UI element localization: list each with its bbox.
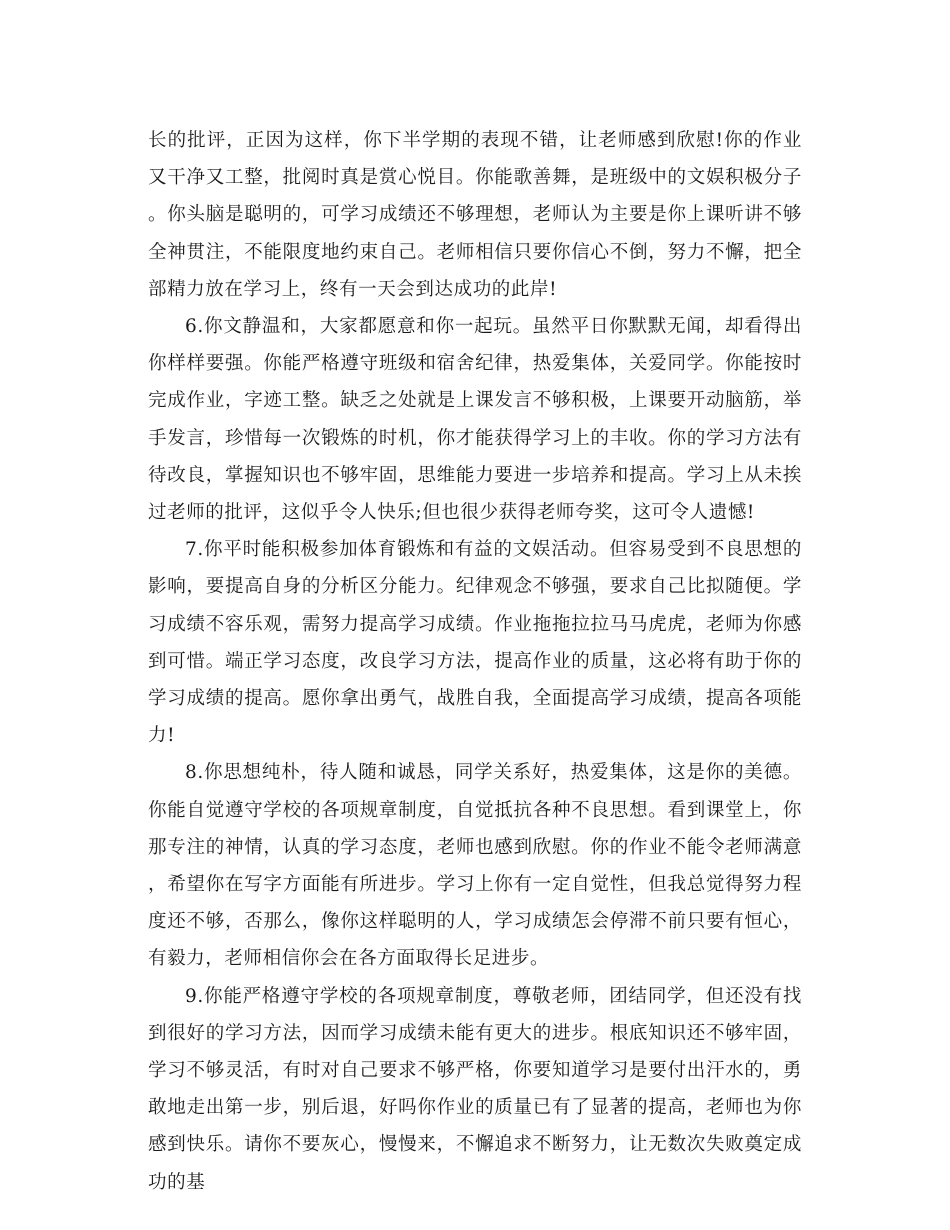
- document-page: [148, 122, 802, 1201]
- paragraph-comment-8: 8.你思想纯朴，待人随和诚恳，同学关系好，热爱集体，这是你的美德。你能自觉遵守学校的各项规章制度，自觉抵抗各种不良思想。看到课堂上，你那专注的神情，认真的学习态度，老师也感到欣慰。你的作业不能令老师满意，希望你在写字方面能有所进步。学习上你有一定自觉性，但我总觉得努力程度还不够，否那么，像你这样聪明的人，学习成绩怎会停滞不前只要有恒心，有毅力，老师相信你会在各方面取得长足进步。: [148, 762, 802, 970]
- paragraph-continuation: 长的批评，正因为这样，你下半学期的表现不错，让老师感到欣慰!你的作业又干净又工整，批阅时真是赏心悦目。你能歌善舞，是班级中的文娱积极分子。你头脑是聪明的，可学习成绩还不够理想，老师认为主要是你上课听讲不够全神贯注，不能限度地约束自己。老师相信只要你信心不倒，努力不懈，把全部精力放在学习上，终有一天会到达成功的此岸!: [148, 130, 802, 300]
- paragraph-comment-7: 7.你平时能积极参加体育锻炼和有益的文娱活动。但容易受到不良思想的影响，要提高自身的分析区分能力。纪律观念不够强，要求自己比拟随便。学习成绩不容乐观，需努力提高学习成绩。作业拖拖拉拉马马虎虎，老师为你感到可惜。端正学习态度，改良学习方法，提高作业的质量，这必将有助于你的学习成绩的提高。愿你拿出勇气，战胜自我，全面提高学习成绩，提高各项能力!: [148, 539, 802, 747]
- paragraph-comment-6: 6.你文静温和，大家都愿意和你一起玩。虽然平日你默默无闻，却看得出你样样要强。你能严格遵守班级和宿舍纪律，热爱集体，关爱同学。你能按时完成作业，字迹工整。缺乏之处就是上课发言不够积极，上课要开动脑筋，举手发言，珍惜每一次锻炼的时机，你才能获得学习上的丰收。你的学习方法有待改良，掌握知识也不够牢固，思维能力要进一步培养和提高。学习上从未挨过老师的批评，这似乎令人快乐;但也很少获得老师夸奖，这可令人遗憾!: [148, 316, 802, 524]
- paragraph-comment-9: 9.你能严格遵守学校的各项规章制度，尊敬老师，团结同学，但还没有找到很好的学习方法，因而学习成绩未能有更大的进步。根底知识还不够牢固，学习不够灵活，有时对自己要求不够严格，你要知道学习是要付出汗水的，勇敢地走出第一步，别后退，好吗你作业的质量已有了显著的提高，老师也为你感到快乐。请你不要灰心，慢慢来，不懈追求不断努力，让无数次失败奠定成功的基: [148, 985, 802, 1193]
